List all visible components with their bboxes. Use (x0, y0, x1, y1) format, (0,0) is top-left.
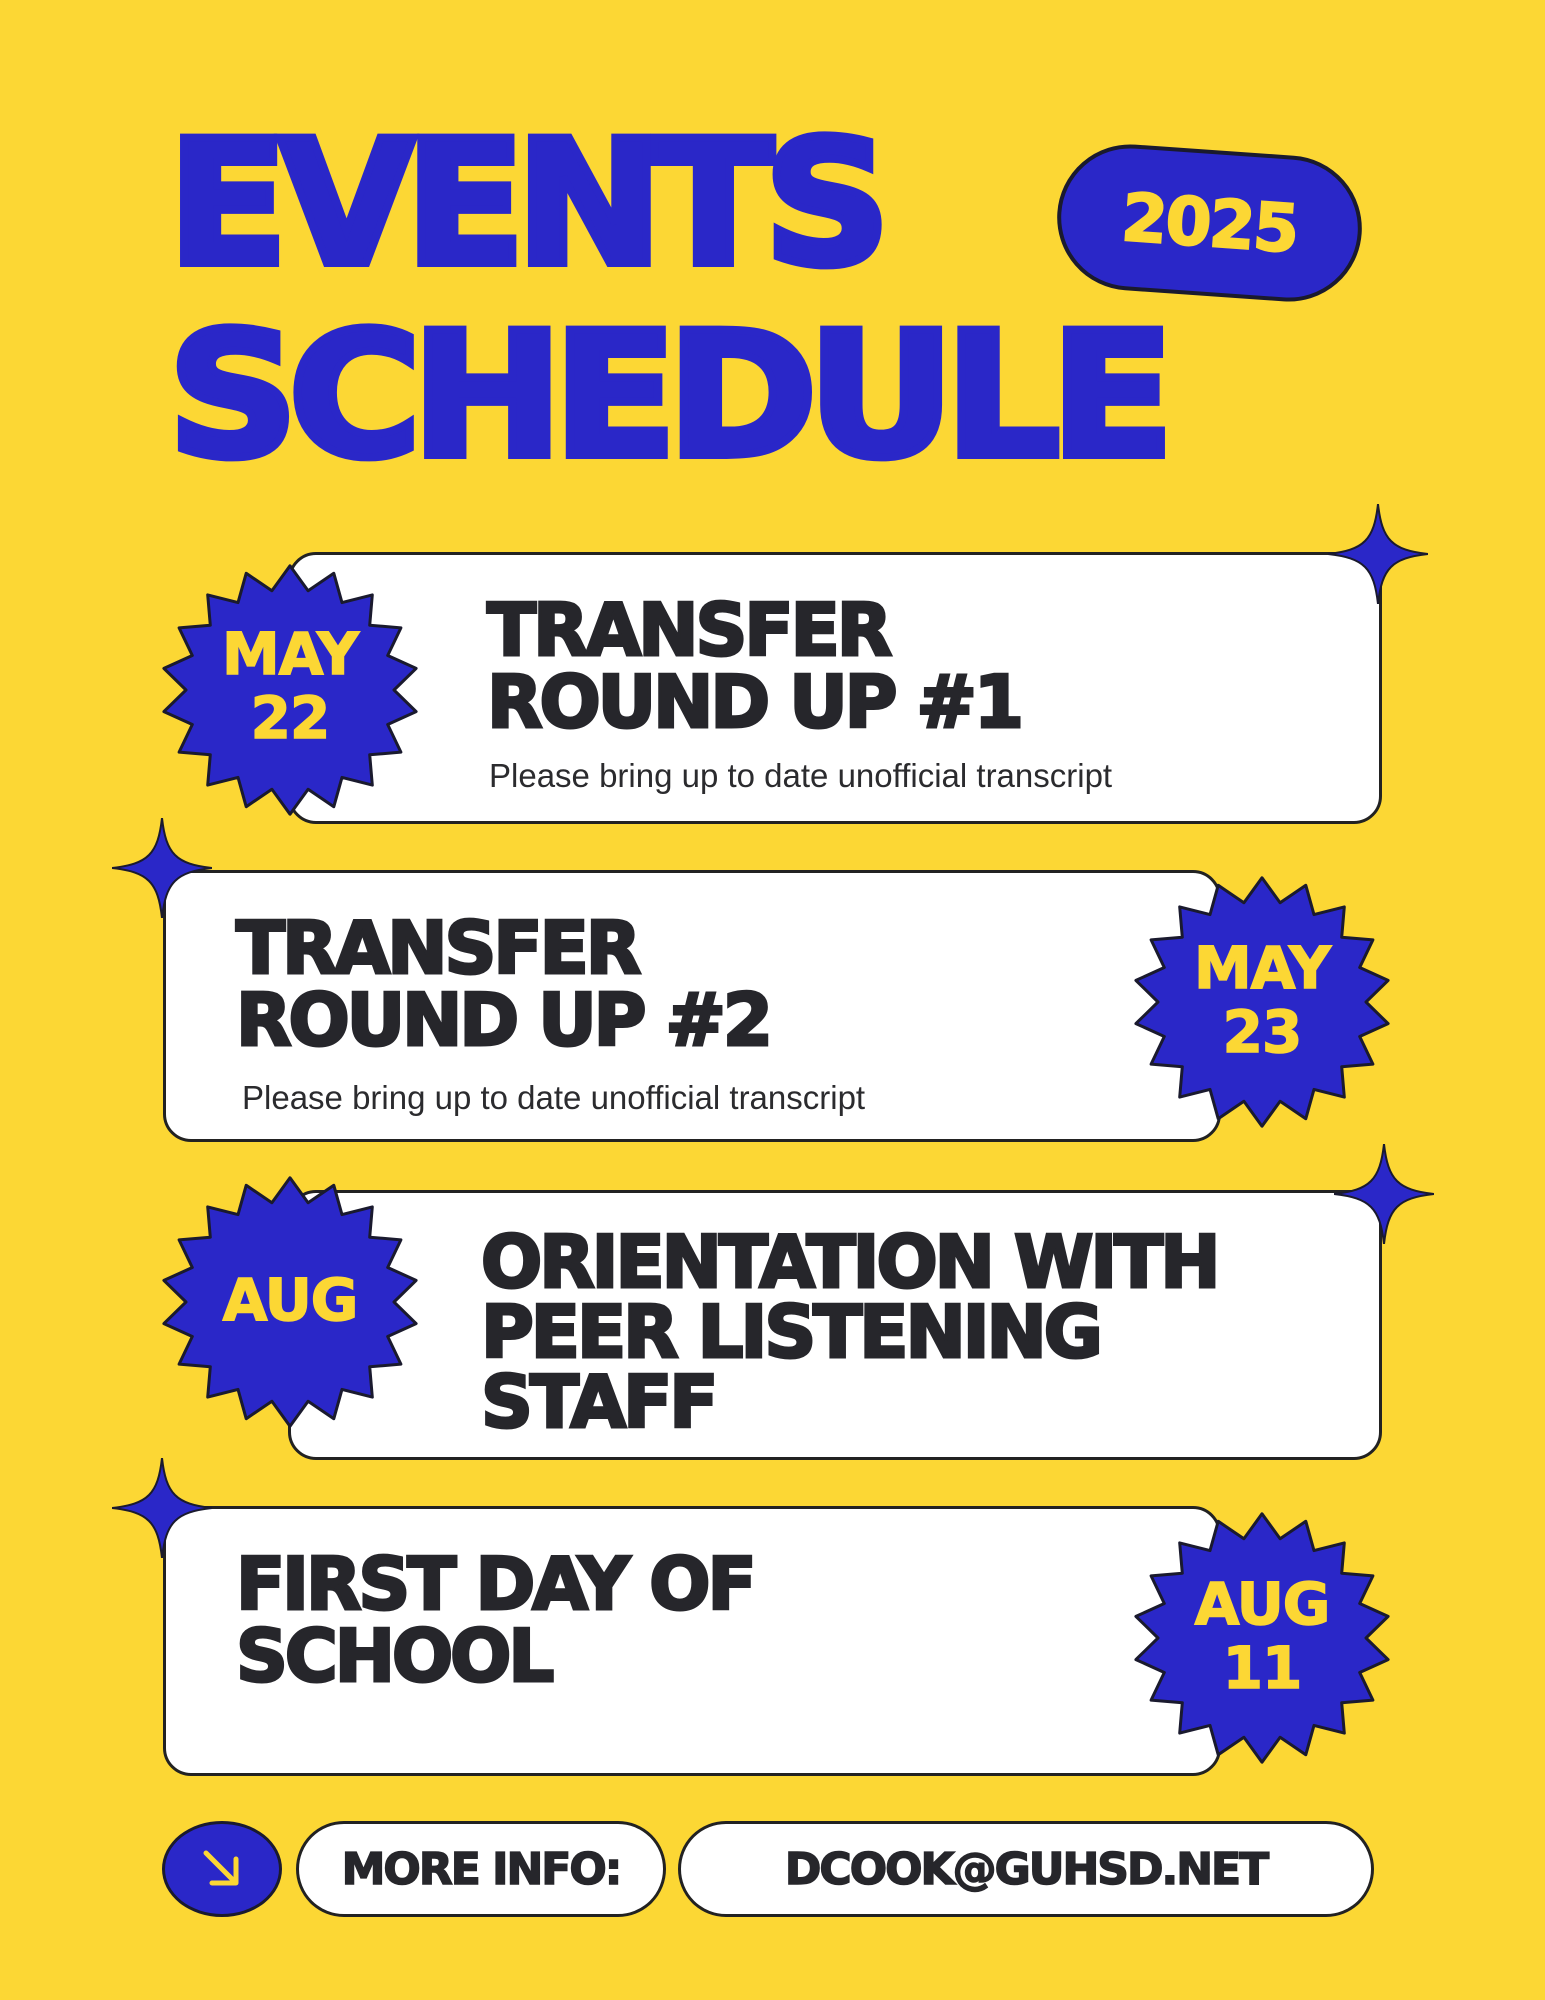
badge-3-month: AUG (222, 1266, 358, 1334)
more-info-label: MORE INFO: (296, 1821, 666, 1917)
event-4-title-line1: FIRST DAY OF (236, 1542, 754, 1626)
sparkle-icon (112, 1458, 212, 1558)
event-card-4 (163, 1506, 1221, 1776)
year-text: 2025 (1119, 178, 1300, 268)
event-1-title-line1: TRANSFER (487, 588, 890, 672)
event-card-3 (288, 1190, 1382, 1460)
badge-4-day: 11 (1222, 1634, 1302, 1702)
date-badge-2 (1122, 872, 1402, 1132)
sparkle-icon (112, 818, 212, 918)
event-3-title-line1: ORIENTATION WITH (481, 1220, 1218, 1304)
date-badge-1 (150, 560, 430, 820)
badge-1-day: 22 (250, 684, 330, 752)
badge-1-month: MAY (221, 620, 359, 688)
event-3-title-line3: STAFF (481, 1360, 716, 1444)
event-2-title-line1: TRANSFER (236, 906, 639, 990)
date-badge-4 (1122, 1508, 1402, 1768)
date-badge-3 (150, 1172, 430, 1432)
sparkle-icon (1334, 1144, 1434, 1244)
event-2-title-line2: ROUND UP #2 (236, 978, 770, 1062)
event-1-note: Please bring up to date unofficial transcript (489, 757, 1113, 794)
email-link[interactable]: DCOOK@GUHSD.NET (678, 1821, 1374, 1917)
event-card-1 (288, 552, 1382, 824)
badge-2-month: MAY (1193, 934, 1331, 1002)
title-schedule: SCHEDULE (168, 295, 1165, 496)
badge-2-day: 23 (1222, 998, 1302, 1066)
event-card-2 (163, 870, 1221, 1142)
event-2-note: Please bring up to date unofficial transcript (242, 1079, 866, 1116)
arrow-button[interactable] (162, 1821, 282, 1917)
title-events: EVENTS (168, 103, 882, 304)
event-3-title-line2: PEER LISTENING (481, 1290, 1100, 1374)
event-4-title-line2: SCHOOL (236, 1614, 552, 1698)
event-1-title-line2: ROUND UP #1 (487, 660, 1021, 744)
badge-4-month: AUG (1194, 1570, 1330, 1638)
arrow-down-right-icon (200, 1847, 244, 1891)
sparkle-icon (1328, 504, 1428, 604)
year-badge (1052, 140, 1366, 307)
